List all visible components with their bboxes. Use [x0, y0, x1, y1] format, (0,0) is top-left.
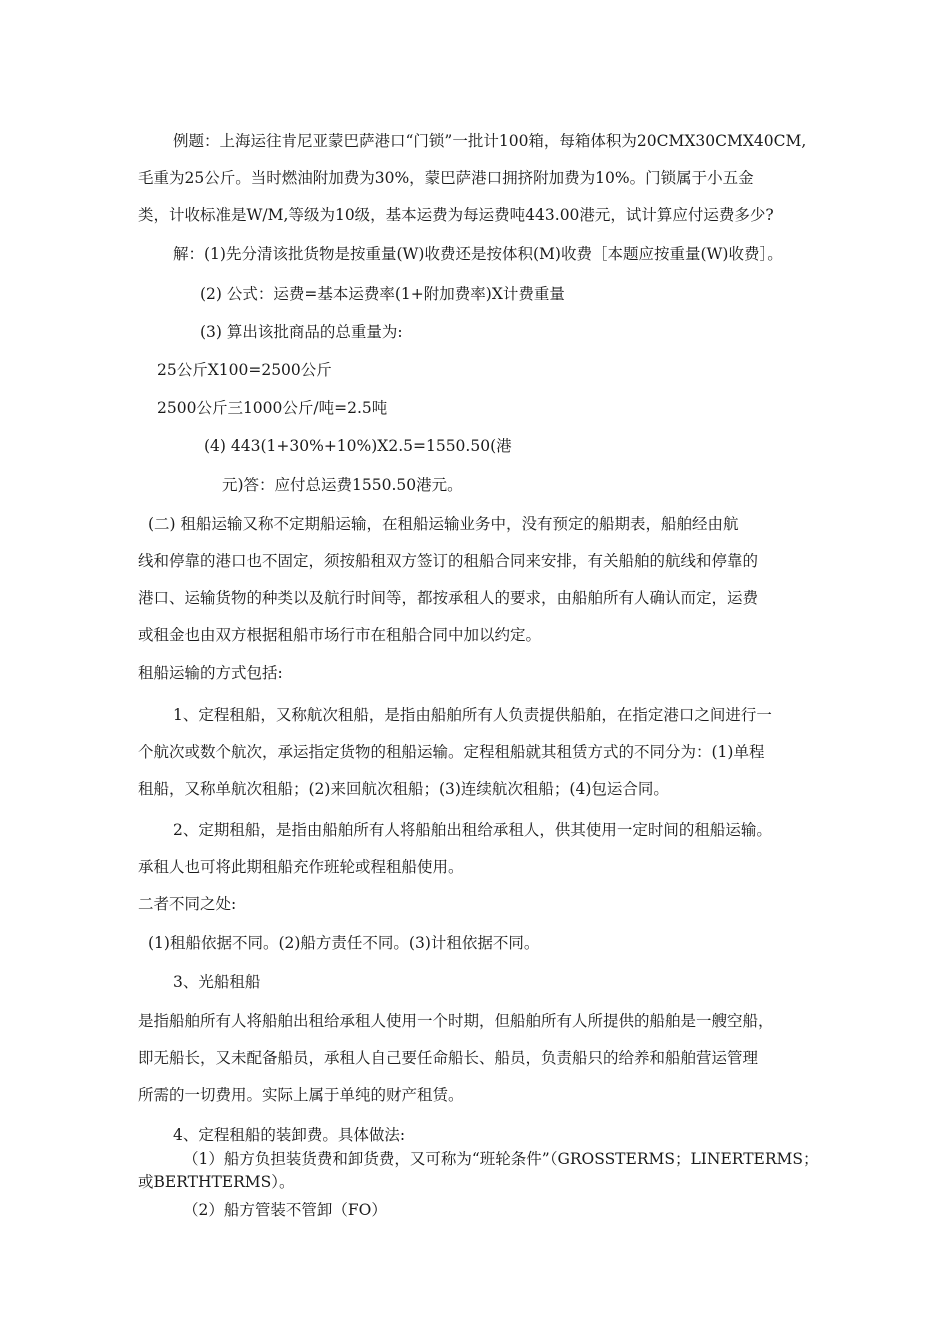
paragraph-line: 线和停靠的港口也不固定，须按船租双方签订的租船合同来安排，有关船舶的航线和停靠的: [138, 552, 759, 570]
paragraph-line: 类，计收标准是W/M,等级为10级，基本运费为每运费吨443.00港元，试计算应付运费多少?: [138, 206, 774, 224]
paragraph-line: (1)租船依据不同。(2)船方责任不同。(3)计租依据不同。: [148, 934, 540, 952]
paragraph-line: 25公斤X100=2500公斤: [157, 361, 332, 379]
paragraph-line: 例题：上海运往肯尼亚蒙巴萨港口“门锁”一批计100箱，每箱体积为20CMX30CMX40CM,: [173, 132, 807, 150]
paragraph-line: 元)答：应付总运费1550.50港元。: [222, 476, 463, 494]
paragraph-line: （1）船方负担装货费和卸货费，又可称为“班轮条件”（GROSSTERMS；LINERTERMS；: [183, 1150, 819, 1168]
paragraph-line: 2、定期租船，是指由船舶所有人将船舶出租给承租人，供其使用一定时间的租船运输。: [173, 821, 772, 839]
paragraph-line: 3、光船租船: [173, 973, 261, 991]
paragraph-line: 1、定程租船，又称航次租船，是指由船舶所有人负责提供船舶，在指定港口之间进行一: [173, 706, 772, 724]
paragraph-line: 港口、运输货物的种类以及航行时间等，都按承租人的要求，由船舶所有人确认而定，运费: [138, 589, 759, 607]
paragraph-line: （2）船方管装不管卸（FO）: [183, 1201, 387, 1219]
paragraph-line: 个航次或数个航次，承运指定货物的租船运输。定程租船就其租赁方式的不同分为：(1)单程: [138, 743, 765, 761]
paragraph-line: 承租人也可将此期租船充作班轮或程租船使用。: [138, 858, 464, 876]
paragraph-line: 租船，又称单航次租船；(2)来回航次租船；(3)连续航次租船；(4)包运合同。: [138, 780, 669, 798]
paragraph-line: 所需的一切费用。实际上属于单纯的财产租赁。: [138, 1086, 464, 1104]
paragraph-line: 或租金也由双方根据租船市场行市在租船合同中加以约定。: [138, 626, 542, 644]
paragraph-line: 解：(1)先分清该批货物是按重量(W)收费还是按体积(M)收费［本题应按重量(W)收费］。: [173, 245, 783, 263]
paragraph-line: 或BERTHTERMS）。: [138, 1173, 295, 1191]
paragraph-line: 租船运输的方式包括:: [138, 664, 283, 682]
paragraph-line: 2500公斤三1000公斤/吨=2.5吨: [157, 399, 388, 417]
paragraph-line: 4、定程租船的装卸费。具体做法:: [173, 1126, 406, 1144]
paragraph-line: (二) 租船运输又称不定期船运输，在租船运输业务中，没有预定的船期表，船舶经由航: [148, 515, 739, 533]
paragraph-line: (2) 公式：运费=基本运费率(1+附加费率)X计费重量: [200, 285, 565, 303]
paragraph-line: (4) 443(1+30%+10%)X2.5=1550.50(港: [204, 437, 512, 455]
paragraph-line: 毛重为25公斤。当时燃油附加费为30%，蒙巴萨港口拥挤附加费为10%。门锁属于小五金: [138, 169, 754, 187]
paragraph-line: 二者不同之处:: [138, 895, 237, 913]
paragraph-line: (3) 算出该批商品的总重量为:: [200, 323, 403, 341]
paragraph-line: 是指船舶所有人将船舶出租给承租人使用一个时期，但船舶所有人所提供的船舶是一艘空船，: [138, 1012, 774, 1030]
paragraph-line: 即无船长，又未配备船员，承租人自己要任命船长、船员，负责船只的给养和船舶营运管理: [138, 1049, 759, 1067]
